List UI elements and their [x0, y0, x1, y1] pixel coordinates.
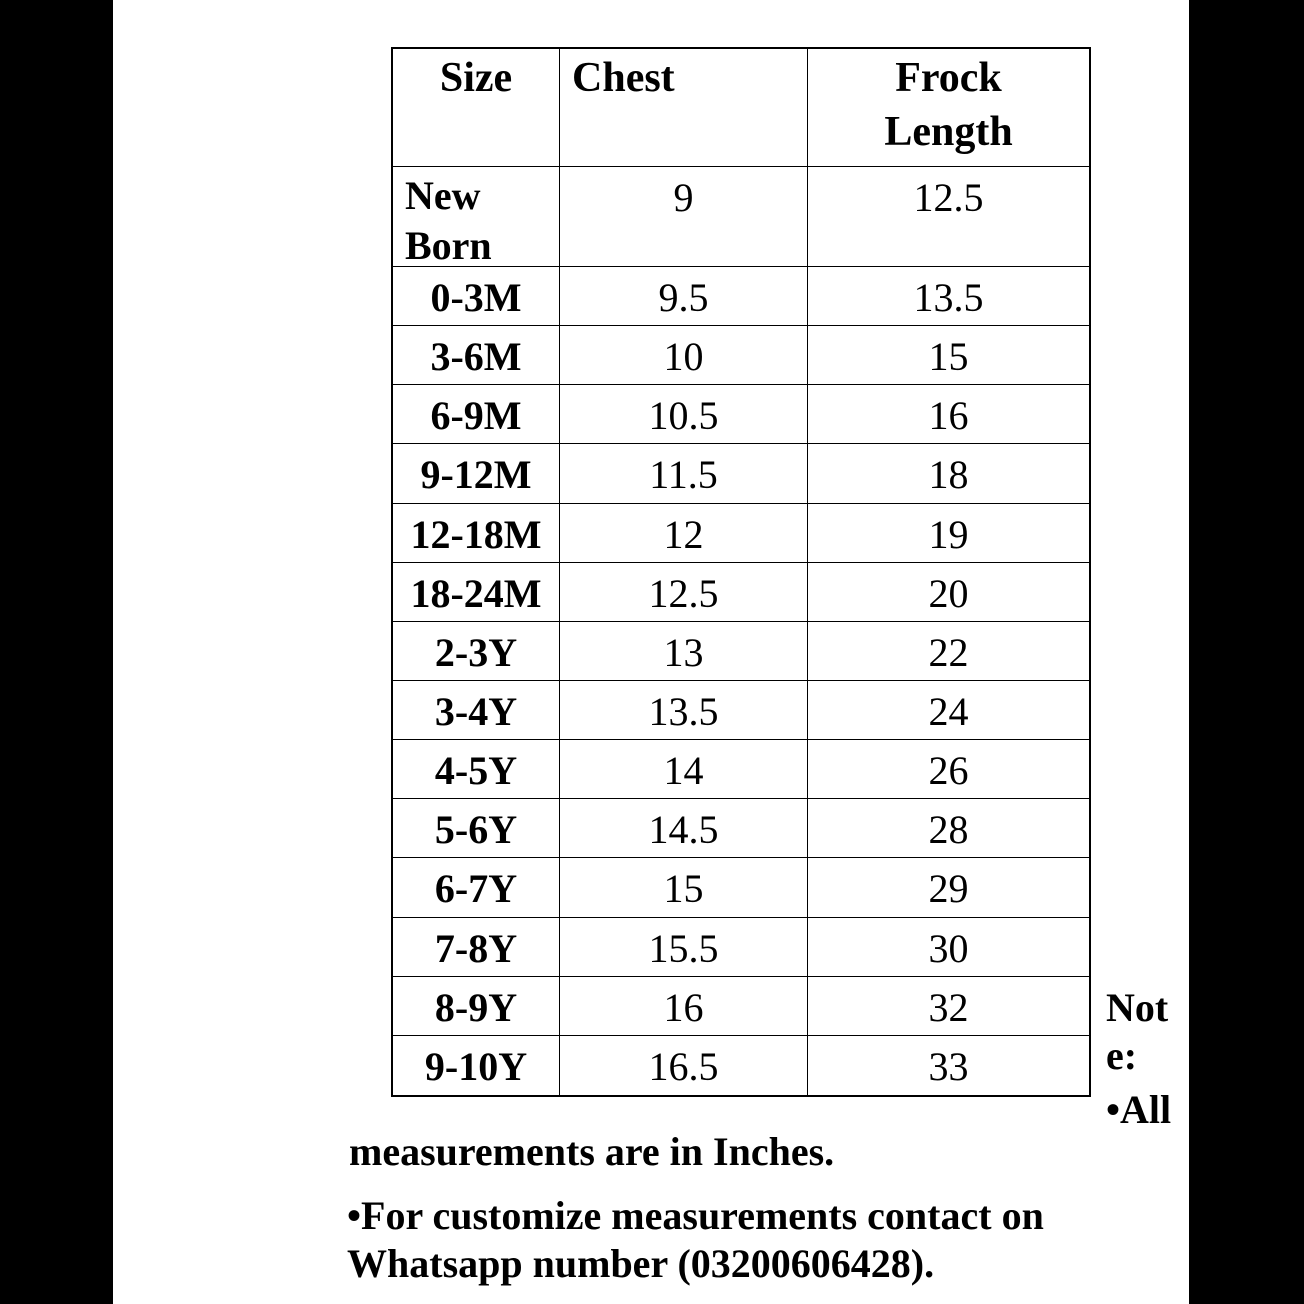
- chest-cell: 11.5: [560, 444, 808, 503]
- size-cell: 6-9M: [393, 385, 560, 444]
- header-size: Size: [393, 49, 560, 167]
- chest-cell: 14: [560, 740, 808, 799]
- frock-cell: 28: [808, 799, 1089, 858]
- frock-cell: 18: [808, 444, 1089, 503]
- chest-cell: 15: [560, 858, 808, 917]
- chest-cell: 15.5: [560, 918, 808, 977]
- chest-cell: 14.5: [560, 799, 808, 858]
- size-cell: 4-5Y: [393, 740, 560, 799]
- size-cell: 12-18M: [393, 504, 560, 563]
- frock-cell: 26: [808, 740, 1089, 799]
- chest-cell: 10.5: [560, 385, 808, 444]
- right-black-bar: [1189, 0, 1304, 1304]
- size-cell: 2-3Y: [393, 622, 560, 681]
- note-label-line: Not: [1106, 985, 1169, 1030]
- frock-cell: 29: [808, 858, 1089, 917]
- frock-cell: 16: [808, 385, 1089, 444]
- size-cell: New Born: [393, 167, 560, 267]
- frock-cell: 30: [808, 918, 1089, 977]
- frock-cell: 19: [808, 504, 1089, 563]
- chest-cell: 12.5: [560, 563, 808, 622]
- frock-cell: 22: [808, 622, 1089, 681]
- frock-cell: 32: [808, 977, 1089, 1036]
- frock-cell: 20: [808, 563, 1089, 622]
- chest-cell: 9: [560, 167, 808, 267]
- size-cell: 18-24M: [393, 563, 560, 622]
- frock-cell: 13.5: [808, 267, 1089, 326]
- chest-cell: 16.5: [560, 1036, 808, 1095]
- header-frock-line2: Length: [884, 109, 1013, 155]
- frock-cell: 33: [928, 1043, 969, 1089]
- note-label-line: e:: [1106, 1033, 1138, 1078]
- size-cell: 0-3M: [393, 267, 560, 326]
- content-area: [113, 0, 1189, 1304]
- frock-cell: 15: [808, 326, 1089, 385]
- chest-cell: 13: [560, 622, 808, 681]
- note-customize-line1: •For customize measurements contact on: [347, 1193, 1044, 1238]
- chest-cell: 13.5: [560, 681, 808, 740]
- chest-cell: 9.5: [560, 267, 808, 326]
- frock-cell: 12.5: [808, 167, 1089, 267]
- header-chest: Chest: [560, 49, 808, 167]
- size-cell: 3-4Y: [393, 681, 560, 740]
- size-cell: 5-6Y: [393, 799, 560, 858]
- note-customize-line2: Whatsapp number (03200606428).: [347, 1241, 935, 1286]
- size-cell: 8-9Y: [393, 977, 560, 1036]
- header-frock-line1: Frock: [895, 55, 1002, 101]
- left-black-bar: [0, 0, 113, 1304]
- size-cell: 6-7Y: [393, 858, 560, 917]
- note-bullet-all: •All: [1106, 1087, 1172, 1132]
- note-measurements-inches: measurements are in Inches.: [349, 1129, 835, 1174]
- note-customize-contact: [347, 1192, 1107, 1288]
- size-cell: 9-10Y: [393, 1036, 560, 1095]
- frock-cell: 24: [808, 681, 1089, 740]
- chest-cell: 12: [560, 504, 808, 563]
- header-frock-length: [808, 49, 1089, 167]
- size-cell: 9-12M: [393, 444, 560, 503]
- size-cell: 7-8Y: [393, 918, 560, 977]
- size-chart-table: [391, 47, 1091, 1097]
- chest-cell: 10: [560, 326, 808, 385]
- chest-cell: 16: [560, 977, 808, 1036]
- size-cell: 3-6M: [393, 326, 560, 385]
